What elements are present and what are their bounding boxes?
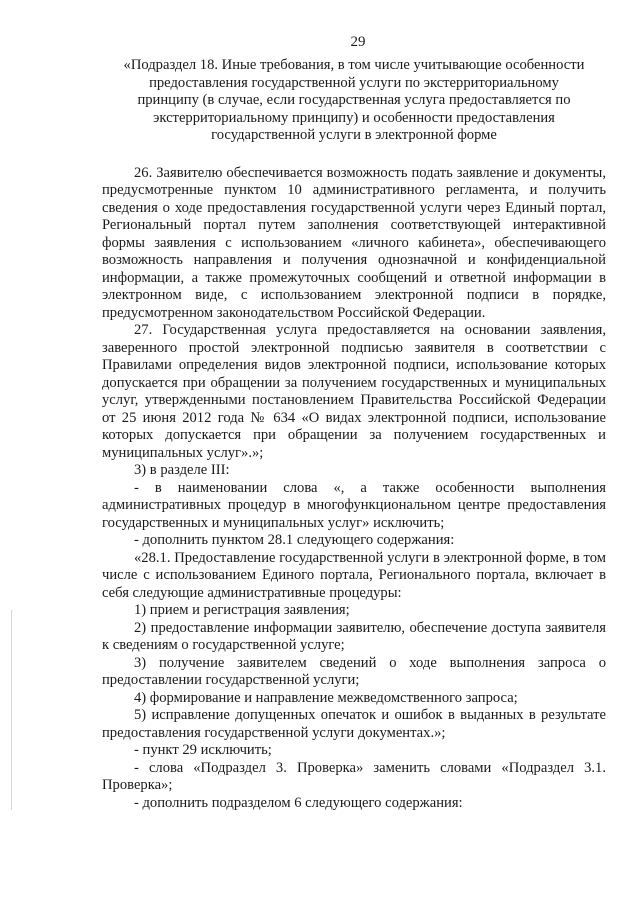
- heading-line: принципу (в случае, если государственная услуга предоставляется по: [137, 92, 571, 109]
- procedure-item-1: 1) прием и регистрация заявления;: [134, 602, 350, 619]
- procedure-item-3: 3) получение заявителем сведений о ходе выполнения запроса о предоставлении государственной услуги;: [102, 654, 606, 689]
- subsection-heading: [102, 57, 606, 145]
- paragraph-28-1: «28.1. Предоставление государственной услуги в электронной форме, в том числе с использованием Единого портала, Регионального портала, включает в себя следующие административные процедуры:: [102, 549, 606, 601]
- paragraph-26: 26. Заявителю обеспечивается возможность подать заявление и документы, предусмотренные пунктом 10 административного регламента, и получить сведения о ходе предоставления государственной услуги через Единый портал, Региональный портал путем заполнения соответствующей интерактивной формы заявления с использованием «личного кабинета», обеспечивающего возможность направления и получения однозначной и конфиденциальной информации, а также промежуточных сообщений и ответной информации в электронном виде, с использованием электронной подписи в порядке, предусмотренном законодательством Российской Федерации.: [102, 164, 606, 321]
- page-number: 29: [350, 34, 366, 50]
- procedure-item-4: 4) формирование и направление межведомственного запроса;: [134, 689, 518, 706]
- list-item-replace-words: - слова «Подраздел 3. Проверка» заменить словами «Подраздел 3.1. Проверка»;: [102, 759, 606, 794]
- list-item-rename: - в наименовании слова «, а также особенности выполнения административных процедур в многофункциональном центре предоставления государственных и муниципальных услуг» исключить;: [102, 479, 606, 531]
- heading-line: экстерриториальному принципу) и особенности предоставления: [153, 109, 555, 126]
- list-item-add-28-1: - дополнить пунктом 28.1 следующего содержания:: [134, 532, 455, 549]
- list-item-remove-29: - пункт 29 исключить;: [134, 742, 272, 759]
- list-item-section-3: 3) в разделе III:: [134, 462, 230, 479]
- heading-line: государственной услуги в электронной форме: [211, 127, 497, 144]
- paragraph-27: 27. Государственная услуга предоставляется на основании заявления, заверенного простой электронной подписью заявителя в соответствии с Правилами определения видов электронной подписи, использование которых допускается при обращении за получением государственных и муниципальных услуг, утвержденными постановлением Правительства Российской Федерации от 25 июня 2012 года № 634 «О видах электронной подписи, использование которых допускается при обращении за получением государственных и муниципальных услуг».»;: [102, 322, 606, 461]
- scan-margin-line: [11, 610, 12, 810]
- document-body: [102, 165, 606, 813]
- heading-line: предоставления государственной услуги по экстерриториальному: [149, 74, 559, 91]
- list-item-add-subsection-6: - дополнить подразделом 6 следующего содержания:: [134, 794, 463, 811]
- heading-line: «Подраздел 18. Иные требования, в том числе учитывающие особенности: [123, 57, 585, 73]
- procedure-item-5: 5) исправление допущенных опечаток и ошибок в выданных в результате предоставления государственной услуги документах.»;: [102, 707, 606, 741]
- procedure-item-2: 2) предоставление информации заявителю, обеспечение доступа заявителя к сведениям о государственной услуге;: [102, 619, 606, 654]
